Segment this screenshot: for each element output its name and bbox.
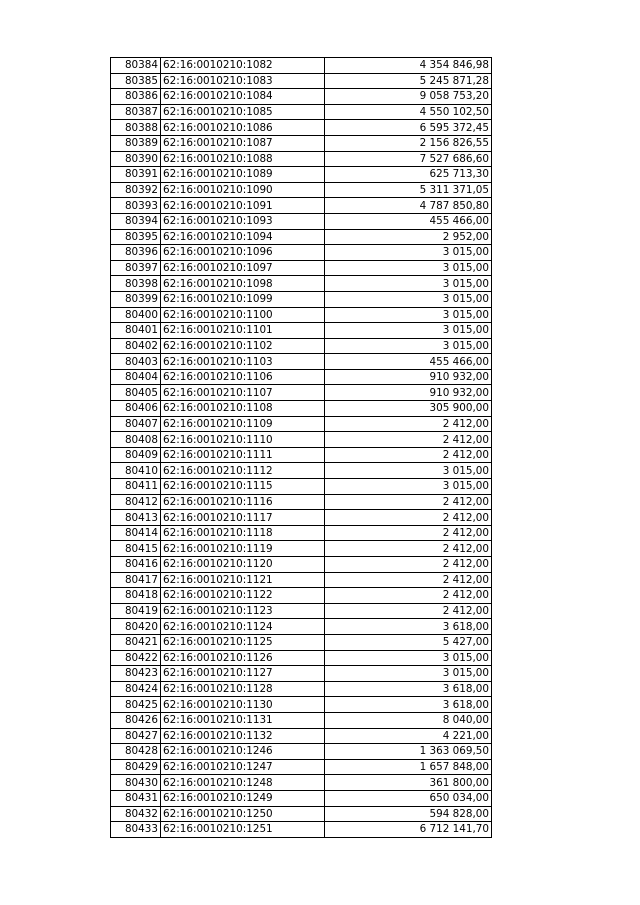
cadastral-number-cell: 62:16:0010210:1082 (161, 58, 325, 74)
table-row (111, 822, 492, 838)
row-number-cell: 80394 (111, 213, 161, 229)
table-row (111, 572, 492, 588)
row-number-cell: 80425 (111, 697, 161, 713)
value-cell: 625 713,30 (325, 167, 492, 183)
cadastral-number-cell: 62:16:0010210:1109 (161, 416, 325, 432)
row-number-cell: 80411 (111, 479, 161, 495)
row-number-cell: 80396 (111, 245, 161, 261)
row-number-cell: 80433 (111, 822, 161, 838)
table-row (111, 541, 492, 557)
value-cell: 9 058 753,20 (325, 89, 492, 105)
cadastral-number-cell: 62:16:0010210:1125 (161, 634, 325, 650)
cadastral-number-cell: 62:16:0010210:1094 (161, 229, 325, 245)
row-number-cell: 80406 (111, 401, 161, 417)
value-cell: 5 427,00 (325, 634, 492, 650)
value-cell: 455 466,00 (325, 354, 492, 370)
row-number-cell: 80398 (111, 276, 161, 292)
table-row (111, 666, 492, 682)
cadastral-number-cell: 62:16:0010210:1083 (161, 73, 325, 89)
value-cell: 4 550 102,50 (325, 104, 492, 120)
cadastral-number-cell: 62:16:0010210:1249 (161, 790, 325, 806)
row-number-cell: 80388 (111, 120, 161, 136)
row-number-cell: 80392 (111, 182, 161, 198)
row-number-cell: 80397 (111, 260, 161, 276)
cadastral-number-cell: 62:16:0010210:1128 (161, 681, 325, 697)
row-number-cell: 80421 (111, 634, 161, 650)
value-cell: 4 354 846,98 (325, 58, 492, 74)
row-number-cell: 80401 (111, 323, 161, 339)
cadastral-number-cell: 62:16:0010210:1098 (161, 276, 325, 292)
table-row (111, 229, 492, 245)
value-cell: 594 828,00 (325, 806, 492, 822)
table-body (111, 58, 492, 838)
table-row (111, 354, 492, 370)
row-number-cell: 80409 (111, 447, 161, 463)
table-row (111, 619, 492, 635)
cadastral-number-cell: 62:16:0010210:1247 (161, 759, 325, 775)
cadastral-number-cell: 62:16:0010210:1124 (161, 619, 325, 635)
table-row (111, 276, 492, 292)
row-number-cell: 80384 (111, 58, 161, 74)
cadastral-number-cell: 62:16:0010210:1112 (161, 463, 325, 479)
value-cell: 2 952,00 (325, 229, 492, 245)
cadastral-number-cell: 62:16:0010210:1251 (161, 822, 325, 838)
table-row (111, 775, 492, 791)
row-number-cell: 80416 (111, 557, 161, 573)
value-cell: 4 221,00 (325, 728, 492, 744)
row-number-cell: 80407 (111, 416, 161, 432)
table-row (111, 603, 492, 619)
value-cell: 2 412,00 (325, 432, 492, 448)
value-cell: 2 412,00 (325, 510, 492, 526)
table-row (111, 291, 492, 307)
cadastral-number-cell: 62:16:0010210:1091 (161, 198, 325, 214)
cadastral-number-cell: 62:16:0010210:1248 (161, 775, 325, 791)
value-cell: 2 412,00 (325, 525, 492, 541)
table-row (111, 58, 492, 74)
value-cell: 3 015,00 (325, 666, 492, 682)
table-row (111, 728, 492, 744)
table-row (111, 323, 492, 339)
value-cell: 3 015,00 (325, 338, 492, 354)
value-cell: 7 527 686,60 (325, 151, 492, 167)
value-cell: 3 015,00 (325, 245, 492, 261)
table-row (111, 401, 492, 417)
table-row (111, 806, 492, 822)
table-row (111, 479, 492, 495)
table-row (111, 369, 492, 385)
row-number-cell: 80417 (111, 572, 161, 588)
row-number-cell: 80420 (111, 619, 161, 635)
row-number-cell: 80419 (111, 603, 161, 619)
cadastral-number-cell: 62:16:0010210:1111 (161, 447, 325, 463)
cadastral-number-cell: 62:16:0010210:1085 (161, 104, 325, 120)
value-cell: 2 412,00 (325, 603, 492, 619)
table-row (111, 167, 492, 183)
row-number-cell: 80387 (111, 104, 161, 120)
cadastral-number-cell: 62:16:0010210:1115 (161, 479, 325, 495)
table-row (111, 338, 492, 354)
row-number-cell: 80424 (111, 681, 161, 697)
cadastral-number-cell: 62:16:0010210:1102 (161, 338, 325, 354)
cadastral-number-cell: 62:16:0010210:1099 (161, 291, 325, 307)
cadastral-number-cell: 62:16:0010210:1116 (161, 494, 325, 510)
value-cell: 5 245 871,28 (325, 73, 492, 89)
cadastral-number-cell: 62:16:0010210:1126 (161, 650, 325, 666)
value-cell: 2 412,00 (325, 494, 492, 510)
table-row (111, 182, 492, 198)
cadastral-number-cell: 62:16:0010210:1087 (161, 135, 325, 151)
value-cell: 2 412,00 (325, 447, 492, 463)
cadastral-number-cell: 62:16:0010210:1100 (161, 307, 325, 323)
cadastral-number-cell: 62:16:0010210:1119 (161, 541, 325, 557)
value-cell: 3 618,00 (325, 619, 492, 635)
row-number-cell: 80422 (111, 650, 161, 666)
table-row (111, 120, 492, 136)
row-number-cell: 80390 (111, 151, 161, 167)
cadastral-number-cell: 62:16:0010210:1122 (161, 588, 325, 604)
row-number-cell: 80418 (111, 588, 161, 604)
row-number-cell: 80395 (111, 229, 161, 245)
cadastral-number-cell: 62:16:0010210:1246 (161, 744, 325, 760)
value-cell: 8 040,00 (325, 712, 492, 728)
table-row (111, 198, 492, 214)
value-cell: 3 015,00 (325, 323, 492, 339)
value-cell: 6 712 141,70 (325, 822, 492, 838)
table-row (111, 151, 492, 167)
cadastral-number-cell: 62:16:0010210:1086 (161, 120, 325, 136)
table-row (111, 744, 492, 760)
value-cell: 2 412,00 (325, 541, 492, 557)
cadastral-number-cell: 62:16:0010210:1106 (161, 369, 325, 385)
table-row (111, 104, 492, 120)
value-cell: 3 015,00 (325, 479, 492, 495)
cadastral-number-cell: 62:16:0010210:1130 (161, 697, 325, 713)
table-row (111, 588, 492, 604)
table-row (111, 432, 492, 448)
value-cell: 361 800,00 (325, 775, 492, 791)
cadastral-number-cell: 62:16:0010210:1117 (161, 510, 325, 526)
table-row (111, 510, 492, 526)
table-row (111, 650, 492, 666)
value-cell: 2 156 826,55 (325, 135, 492, 151)
cadastral-number-cell: 62:16:0010210:1123 (161, 603, 325, 619)
cadastral-number-cell: 62:16:0010210:1103 (161, 354, 325, 370)
value-cell: 3 015,00 (325, 463, 492, 479)
row-number-cell: 80432 (111, 806, 161, 822)
value-cell: 910 932,00 (325, 369, 492, 385)
cadastral-number-cell: 62:16:0010210:1107 (161, 385, 325, 401)
table-row (111, 681, 492, 697)
row-number-cell: 80386 (111, 89, 161, 105)
table-row (111, 245, 492, 261)
table-row (111, 447, 492, 463)
value-cell: 455 466,00 (325, 213, 492, 229)
value-cell: 3 618,00 (325, 681, 492, 697)
cadastral-number-cell: 62:16:0010210:1089 (161, 167, 325, 183)
cadastral-number-cell: 62:16:0010210:1093 (161, 213, 325, 229)
table-row (111, 790, 492, 806)
row-number-cell: 80423 (111, 666, 161, 682)
cadastral-number-cell: 62:16:0010210:1118 (161, 525, 325, 541)
data-table (110, 57, 492, 838)
value-cell: 3 015,00 (325, 307, 492, 323)
cadastral-number-cell: 62:16:0010210:1132 (161, 728, 325, 744)
row-number-cell: 80428 (111, 744, 161, 760)
row-number-cell: 80431 (111, 790, 161, 806)
table-row (111, 494, 492, 510)
value-cell: 3 015,00 (325, 291, 492, 307)
row-number-cell: 80385 (111, 73, 161, 89)
value-cell: 910 932,00 (325, 385, 492, 401)
cadastral-number-cell: 62:16:0010210:1131 (161, 712, 325, 728)
row-number-cell: 80405 (111, 385, 161, 401)
value-cell: 2 412,00 (325, 416, 492, 432)
value-cell: 3 015,00 (325, 650, 492, 666)
cadastral-number-cell: 62:16:0010210:1110 (161, 432, 325, 448)
table-row (111, 463, 492, 479)
value-cell: 2 412,00 (325, 557, 492, 573)
row-number-cell: 80389 (111, 135, 161, 151)
table-row (111, 213, 492, 229)
row-number-cell: 80408 (111, 432, 161, 448)
table-row (111, 634, 492, 650)
row-number-cell: 80430 (111, 775, 161, 791)
value-cell: 2 412,00 (325, 588, 492, 604)
row-number-cell: 80414 (111, 525, 161, 541)
cadastral-number-cell: 62:16:0010210:1121 (161, 572, 325, 588)
row-number-cell: 80391 (111, 167, 161, 183)
value-cell: 4 787 850,80 (325, 198, 492, 214)
cadastral-number-cell: 62:16:0010210:1096 (161, 245, 325, 261)
row-number-cell: 80412 (111, 494, 161, 510)
row-number-cell: 80404 (111, 369, 161, 385)
value-cell: 650 034,00 (325, 790, 492, 806)
table-row (111, 135, 492, 151)
cadastral-number-cell: 62:16:0010210:1127 (161, 666, 325, 682)
table-row (111, 697, 492, 713)
value-cell: 5 311 371,05 (325, 182, 492, 198)
cadastral-number-cell: 62:16:0010210:1120 (161, 557, 325, 573)
cadastral-number-cell: 62:16:0010210:1250 (161, 806, 325, 822)
value-cell: 3 618,00 (325, 697, 492, 713)
row-number-cell: 80413 (111, 510, 161, 526)
row-number-cell: 80400 (111, 307, 161, 323)
row-number-cell: 80403 (111, 354, 161, 370)
table-row (111, 759, 492, 775)
table-row (111, 557, 492, 573)
row-number-cell: 80399 (111, 291, 161, 307)
row-number-cell: 80429 (111, 759, 161, 775)
cadastral-number-cell: 62:16:0010210:1097 (161, 260, 325, 276)
value-cell: 3 015,00 (325, 276, 492, 292)
value-cell: 3 015,00 (325, 260, 492, 276)
value-cell: 1 657 848,00 (325, 759, 492, 775)
cadastral-number-cell: 62:16:0010210:1108 (161, 401, 325, 417)
row-number-cell: 80426 (111, 712, 161, 728)
value-cell: 2 412,00 (325, 572, 492, 588)
table-row (111, 416, 492, 432)
row-number-cell: 80415 (111, 541, 161, 557)
table-row (111, 73, 492, 89)
cadastral-number-cell: 62:16:0010210:1084 (161, 89, 325, 105)
cadastral-number-cell: 62:16:0010210:1088 (161, 151, 325, 167)
value-cell: 1 363 069,50 (325, 744, 492, 760)
table-row (111, 712, 492, 728)
row-number-cell: 80402 (111, 338, 161, 354)
value-cell: 305 900,00 (325, 401, 492, 417)
table-row (111, 525, 492, 541)
table-row (111, 385, 492, 401)
cadastral-number-cell: 62:16:0010210:1090 (161, 182, 325, 198)
row-number-cell: 80393 (111, 198, 161, 214)
table-row (111, 260, 492, 276)
table-row (111, 89, 492, 105)
cadastral-number-cell: 62:16:0010210:1101 (161, 323, 325, 339)
table-row (111, 307, 492, 323)
value-cell: 6 595 372,45 (325, 120, 492, 136)
row-number-cell: 80410 (111, 463, 161, 479)
row-number-cell: 80427 (111, 728, 161, 744)
